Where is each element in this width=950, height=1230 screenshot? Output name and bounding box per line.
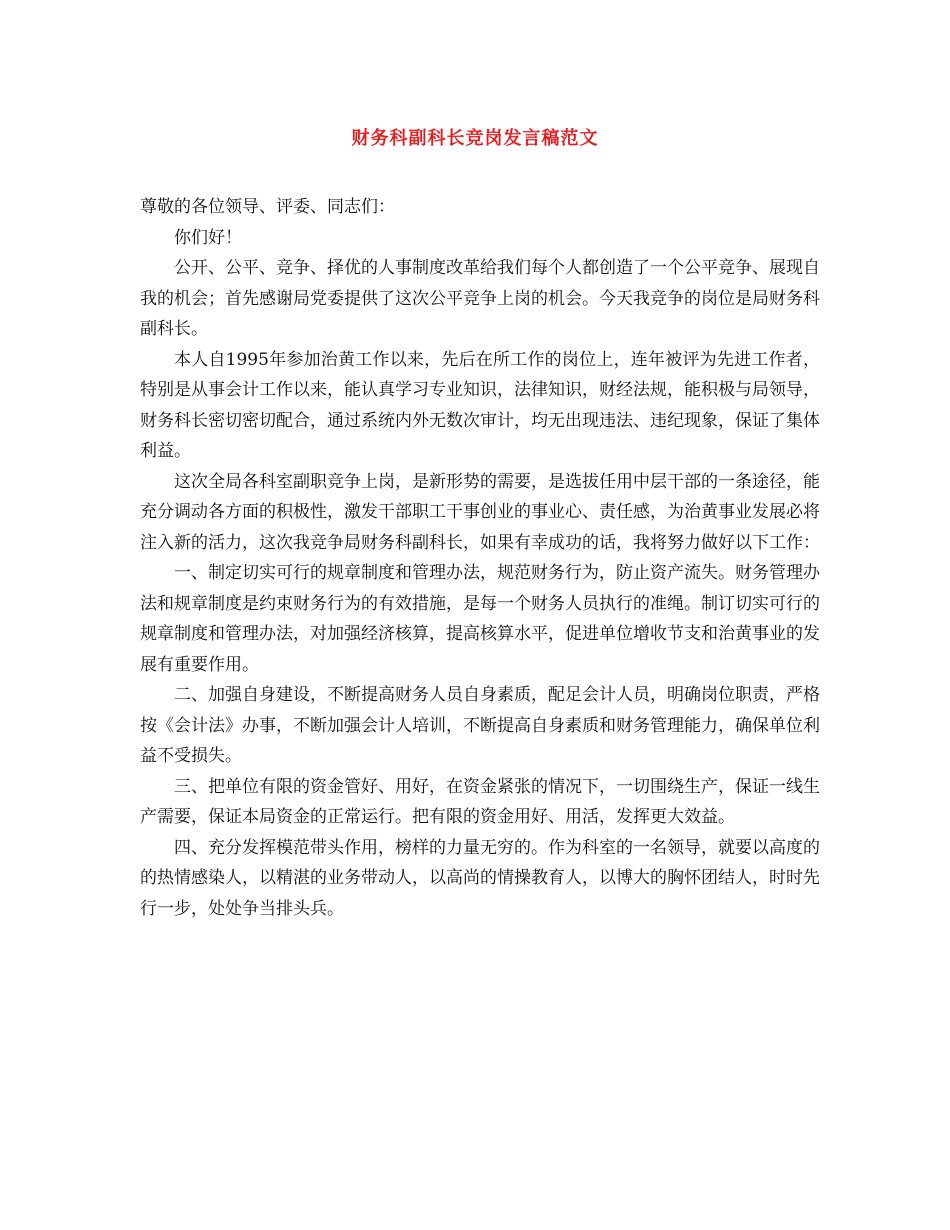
document-title: 财务科副科长竞岗发言稿范文 xyxy=(351,128,599,149)
paragraph-plan-4: 四、充分发挥模范带头作用，榜样的力量无穷的。作为科室的一名领导，就要以高度的的热情感染人，以精湛的业务带动人，以高尚的情操教育人，以博大的胸怀团结人，时时先行一步，处处争当排头兵。 xyxy=(140,837,820,919)
paragraph-motivation: 这次全局各科室副职竞争上岗，是新形势的需要，是选拔任用中层干部的一条途径，能充分调动各方面的积极性，激发干部职工干事创业的事业心、责任感，为治黄事业发展必将注入新的活力，这次我竞争局财务科副科长，如果有幸成功的话，我将努力做好以下工作： xyxy=(140,471,820,553)
paragraph-plan-1: 一、制定切实可行的规章制度和管理办法，规范财务行为，防止资产流失。财务管理办法和规章制度是约束财务行为的有效措施，是每一个财务人员执行的准绳。制订切实可行的规章制度和管理办法，对加强经济核算，提高核算水平，促进单位增收节支和治黄事业的发展有重要作用。 xyxy=(140,563,820,675)
salutation: 尊敬的各位领导、评委、同志们： xyxy=(140,197,395,217)
paragraph-plan-3: 三、把单位有限的资金管好、用好，在资金紧张的情况下，一切围绕生产，保证一线生产需要，保证本局资金的正常运行。把有限的资金用好、用活，发挥更大效益。 xyxy=(140,776,820,827)
paragraph-background: 本人自1995年参加治黄工作以来，先后在所工作的岗位上，连年被评为先进工作者，特别是从事会计工作以来，能认真学习专业知识，法律知识，财经法规，能积极与局领导，财务科长密切密切配合，通过系统内外无数次审计，均无出现违法、违纪现象，保证了集体利益。 xyxy=(140,349,820,461)
paragraph-plan-2: 二、加强自身建设，不断提高财务人员自身素质，配足会计人员，明确岗位职责，严格按《会计法》办事，不断加强会计人培训，不断提高自身素质和财务管理能力，确保单位利益不受损失。 xyxy=(140,685,820,766)
paragraph-greeting: 你们好！ xyxy=(174,227,242,248)
document-body xyxy=(140,192,820,924)
paragraph-opening: 公开、公平、竞争、择优的人事制度改革给我们每个人都创造了一个公平竞争、展现自我的机会；首先感谢局党委提供了这次公平竞争上岗的机会。今天我竞争的岗位是局财务科副科长。 xyxy=(140,258,820,339)
